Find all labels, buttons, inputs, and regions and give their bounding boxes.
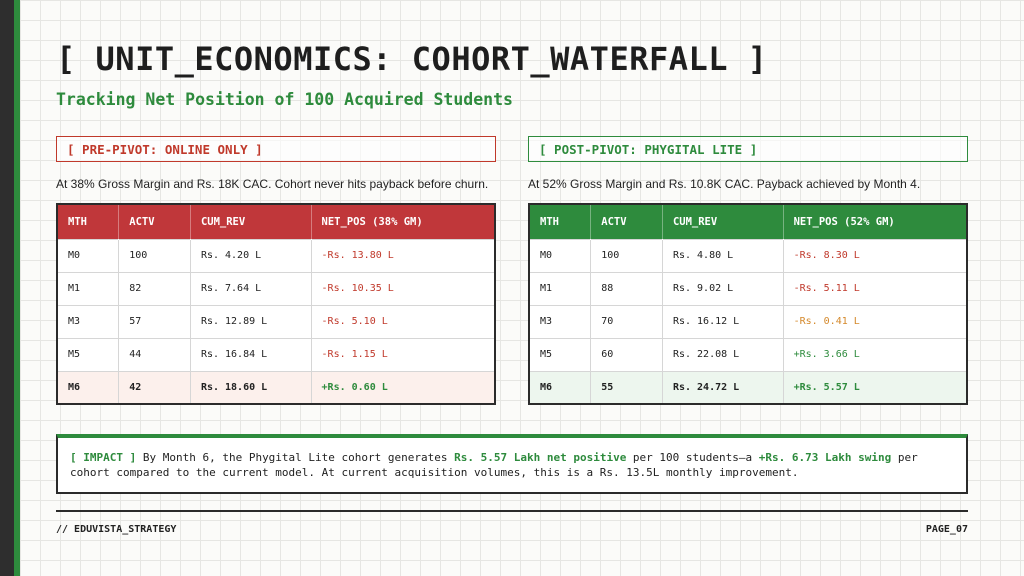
cell-month: M6: [57, 371, 119, 404]
table-row: [57, 272, 495, 305]
column-header-cum-rev: CUM_REV: [662, 204, 783, 239]
left-accent-bar-green: [14, 0, 20, 576]
table-row-highlighted: [529, 371, 967, 404]
cell-net-pos: -Rs. 0.41 L: [783, 305, 967, 338]
table-row: [529, 305, 967, 338]
table-row: [529, 239, 967, 272]
cell-month: M6: [529, 371, 591, 404]
impact-highlight-swing: +Rs. 6.73 Lakh swing: [758, 451, 892, 464]
impact-label: [ IMPACT ]: [70, 451, 137, 464]
cell-month: M3: [529, 305, 591, 338]
post-pivot-table: [528, 203, 968, 405]
pre-pivot-panel: [56, 136, 496, 405]
impact-text-part: per 100 students—a: [626, 451, 759, 464]
cell-net-pos: +Rs. 5.57 L: [783, 371, 967, 404]
cell-active: 88: [591, 272, 663, 305]
impact-text-part: per cohort compared to the current model. At current acquisition volumes, this is a Rs. 13.5L monthly improvement.: [70, 451, 918, 479]
cell-month: M0: [529, 239, 591, 272]
cell-cum-rev: Rs. 4.80 L: [662, 239, 783, 272]
table-header-row: [57, 204, 495, 239]
cell-active: 55: [591, 371, 663, 404]
cell-cum-rev: Rs. 7.64 L: [190, 272, 311, 305]
pre-pivot-tag: [ PRE-PIVOT: ONLINE ONLY ]: [56, 136, 496, 162]
cell-month: M1: [529, 272, 591, 305]
cell-cum-rev: Rs. 16.12 L: [662, 305, 783, 338]
cell-active: 42: [119, 371, 191, 404]
column-header-net-pos: NET_POS (38% GM): [311, 204, 495, 239]
page-subtitle: Tracking Net Position of 100 Acquired Students: [56, 90, 513, 109]
column-header-cum-rev: CUM_REV: [190, 204, 311, 239]
cell-net-pos: -Rs. 8.30 L: [783, 239, 967, 272]
post-pivot-description: At 52% Gross Margin and Rs. 10.8K CAC. Payback achieved by Month 4.: [528, 177, 921, 191]
impact-callout: [56, 434, 968, 494]
cell-net-pos: +Rs. 0.60 L: [311, 371, 495, 404]
cell-month: M1: [57, 272, 119, 305]
cell-net-pos: -Rs. 5.10 L: [311, 305, 495, 338]
pre-pivot-description: At 38% Gross Margin and Rs. 18K CAC. Cohort never hits payback before churn.: [56, 177, 489, 191]
cell-cum-rev: Rs. 12.89 L: [190, 305, 311, 338]
cell-month: M0: [57, 239, 119, 272]
cell-cum-rev: Rs. 24.72 L: [662, 371, 783, 404]
table-row-highlighted: [57, 371, 495, 404]
footer-divider: [56, 510, 968, 512]
cell-active: 57: [119, 305, 191, 338]
left-accent-bar-dark: [0, 0, 14, 576]
pre-pivot-table: [56, 203, 496, 405]
cell-active: 100: [591, 239, 663, 272]
cell-month: M3: [57, 305, 119, 338]
cell-month: M5: [57, 338, 119, 371]
cell-active: 44: [119, 338, 191, 371]
cell-net-pos: +Rs. 3.66 L: [783, 338, 967, 371]
cell-net-pos: -Rs. 5.11 L: [783, 272, 967, 305]
cell-net-pos: -Rs. 1.15 L: [311, 338, 495, 371]
cell-month: M5: [529, 338, 591, 371]
column-header-active: ACTV: [119, 204, 191, 239]
page-number: PAGE_07: [925, 524, 968, 535]
cell-cum-rev: Rs. 9.02 L: [662, 272, 783, 305]
cell-cum-rev: Rs. 18.60 L: [190, 371, 311, 404]
table-header-row: [529, 204, 967, 239]
table-row: [529, 272, 967, 305]
column-header-month: MTH: [57, 204, 119, 239]
column-header-month: MTH: [529, 204, 591, 239]
table-row: [57, 338, 495, 371]
table-row: [57, 305, 495, 338]
column-header-net-pos: NET_POS (52% GM): [783, 204, 967, 239]
cell-net-pos: -Rs. 13.80 L: [311, 239, 495, 272]
impact-highlight-net-positive: Rs. 5.57 Lakh net positive: [454, 451, 627, 464]
page-title: [ UNIT_ECONOMICS: COHORT_WATERFALL ]: [56, 40, 768, 78]
cell-active: 70: [591, 305, 663, 338]
cell-active: 82: [119, 272, 191, 305]
cell-active: 60: [591, 338, 663, 371]
post-pivot-panel: [528, 136, 968, 405]
cell-cum-rev: Rs. 16.84 L: [190, 338, 311, 371]
cell-cum-rev: Rs. 4.20 L: [190, 239, 311, 272]
footer-brand: // EDUVISTA_STRATEGY: [56, 524, 177, 535]
table-row: [57, 239, 495, 272]
column-header-active: ACTV: [591, 204, 663, 239]
impact-text-part: By Month 6, the Phygital Lite cohort generates: [136, 451, 455, 464]
table-row: [529, 338, 967, 371]
cell-net-pos: -Rs. 10.35 L: [311, 272, 495, 305]
cell-active: 100: [119, 239, 191, 272]
cell-cum-rev: Rs. 22.08 L: [662, 338, 783, 371]
post-pivot-tag: [ POST-PIVOT: PHYGITAL LITE ]: [528, 136, 968, 162]
